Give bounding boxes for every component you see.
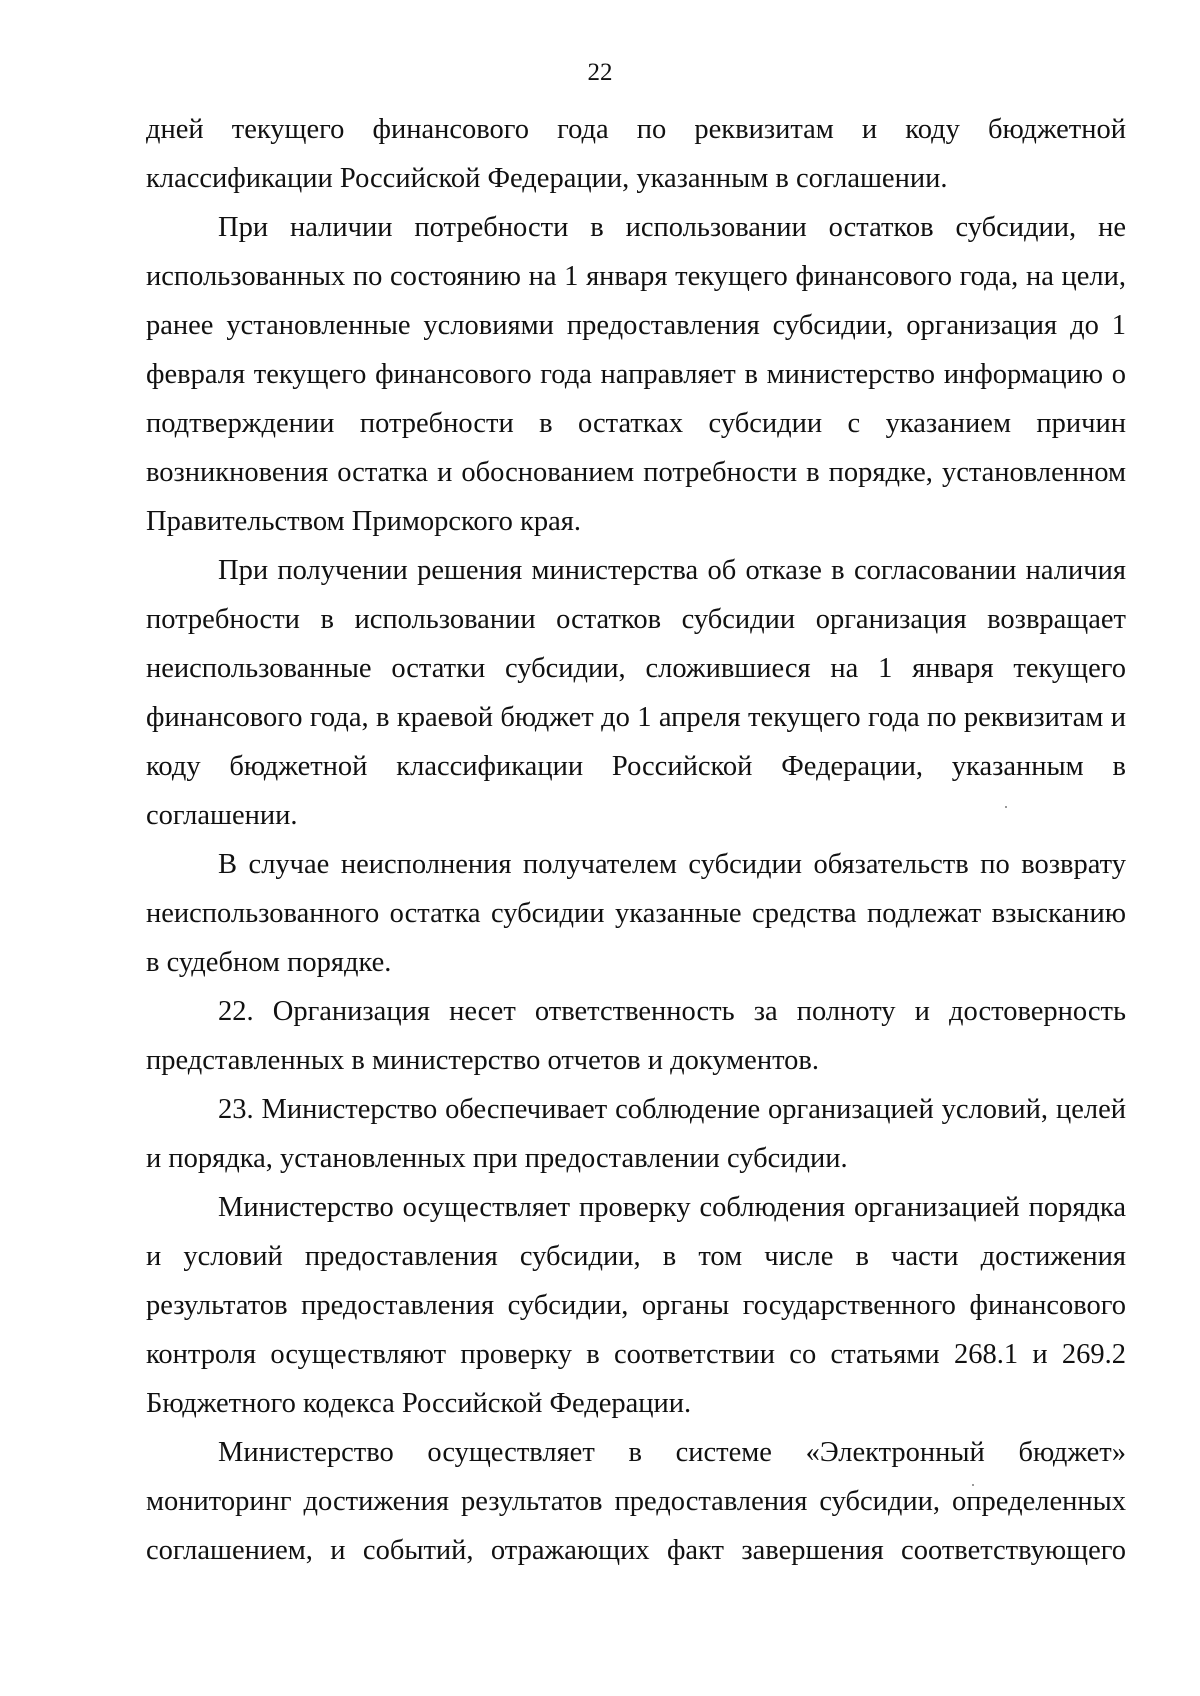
paragraph: 22. Организация несет ответственность за полноту и достоверность представленных в министерство отчетов и документов.: [146, 996, 1126, 1076]
document-body: [146, 105, 1126, 1575]
page-number: 22: [587, 59, 613, 86]
paragraph: 23. Министерство обеспечивает соблюдение организацией условий, целей и порядка, установленных при предоставлении субсидии.: [146, 1094, 1126, 1174]
paragraph: Министерство осуществляет проверку соблюдения организацией порядка и условий предоставления субсидии, в том числе в части достижения результатов предоставления субсидии, органы государственного финансового контроля осуществляют проверку в соответствии со статьями 268.1 и 269.2 Бюджетного кодекса Российской Федерации.: [146, 1192, 1126, 1419]
paragraph: При наличии потребности в использовании остатков субсидии, не использованных по состоянию на 1 января текущего финансового года, на цели, ранее установленные условиями предоставления субсидии, организация до 1 февраля текущего финансового года направляет в министерство информацию о подтверждении потребности в остатках субсидии с указанием причин возникновения остатка и обоснованием потребности в порядке, установленном Правительством Приморского края.: [146, 212, 1126, 537]
scan-speck: [1005, 806, 1007, 808]
paragraph: При получении решения министерства об отказе в согласовании наличия потребности в использовании остатков субсидии организация возвращает неиспользованные остатки субсидии, сложившиеся на 1 января текущего финансового года, в краевой бюджет до 1 апреля текущего года по реквизитам и коду бюджетной классификации Российской Федерации, указанным в соглашении.: [146, 555, 1126, 831]
paragraph: В случае неисполнения получателем субсидии обязательств по возврату неиспользованного остатка субсидии указанные средства подлежат взысканию в судебном порядке.: [146, 849, 1126, 978]
paragraph: Министерство осуществляет в системе «Электронный бюджет» мониторинг достижения результатов предоставления субсидии, определенных соглашением, и событий, отражающих факт завершения соответствующего: [146, 1437, 1126, 1566]
paragraph: дней текущего финансового года по реквизитам и коду бюджетной классификации Российской Федерации, указанным в соглашении.: [146, 114, 1126, 194]
scan-speck: [972, 1484, 974, 1486]
